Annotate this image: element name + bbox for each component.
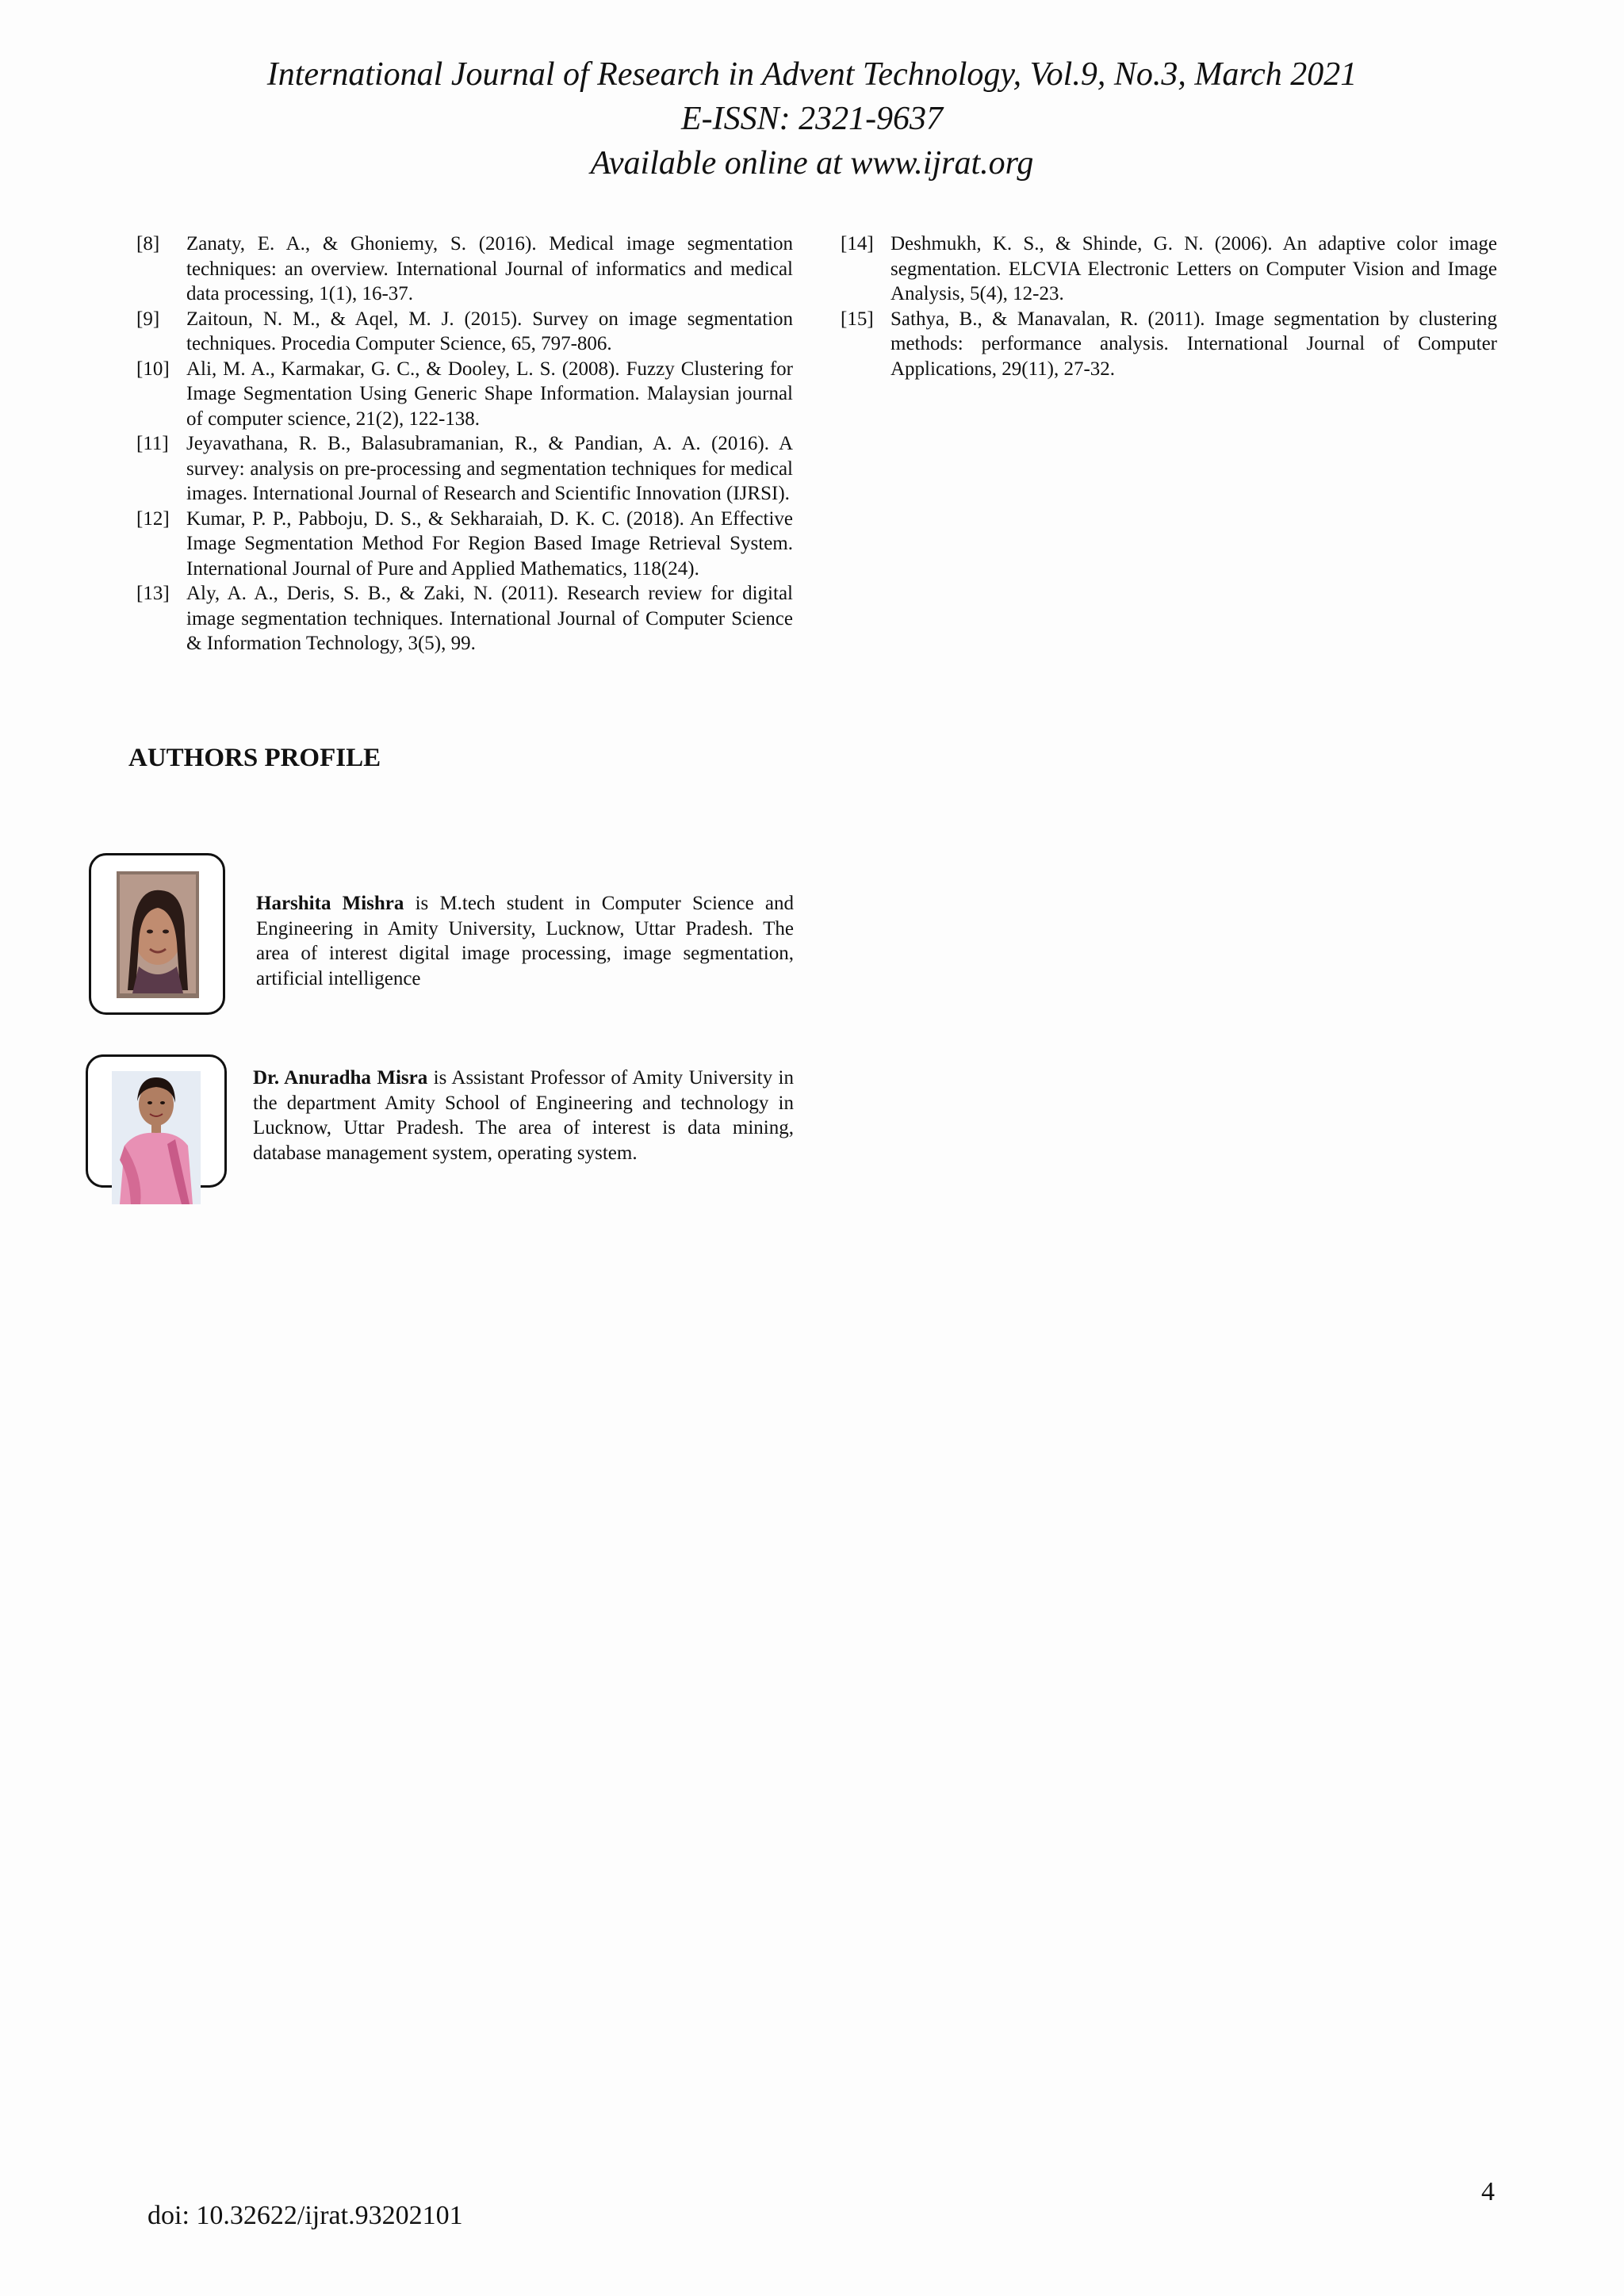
reference-item [841, 232, 1497, 307]
reference-text: Deshmukh, K. S., & Shinde, G. N. (2006). An adaptive color image segmentation. ELCVIA Electronic Letters on Computer Vision and Image Analysis, 5(4), 12-23. [891, 233, 1497, 304]
reference-number: [8] [136, 233, 160, 254]
header-issn: E-ISSN: 2321-9637 [680, 101, 944, 137]
reference-text: Kumar, P. P., Pabboju, D. S., & Sekharaiah, D. K. C. (2018). An Effective Image Segmentation Method For Region Based Image Retrieval System. International Journal of Pure and Applied Mathematics, 118(24). [186, 507, 793, 580]
author-photo-anuradha [88, 1057, 224, 1204]
reference-item [136, 357, 793, 432]
header-journal-title: International Journal of Research in Advent Technology, Vol.9, No.3, March 2021 [266, 56, 1358, 93]
reference-item [136, 431, 793, 507]
journal-header [0, 52, 1624, 186]
author-photo-harshita [91, 855, 223, 1012]
reference-item [136, 507, 793, 582]
author-description: is Assistant Professor of Amity University in the department Amity School of Engineering and technology in Lucknow, Uttar Pradesh. The area of interest is data mining, database management system, operating system. [253, 1067, 795, 1164]
reference-number: [9] [136, 308, 160, 330]
doi-footer: doi: 10.32622/ijrat.93202101 [147, 2201, 463, 2230]
author-name: Harshita Mishra [256, 893, 404, 914]
reference-item [136, 581, 793, 656]
author-bio-anuradha [253, 1066, 794, 1165]
reference-text: Zaitoun, N. M., & Aqel, M. J. (2015). Survey on image segmentation techniques. Procedia Computer Science, 65, 797-806. [186, 308, 793, 354]
reference-number: [13] [136, 583, 170, 604]
reference-text: Ali, M. A., Karmakar, G. C., & Dooley, L. S. (2008). Fuzzy Clustering for Image Segmentation Using Generic Shape Information. Malaysian journal of computer science, 21(2), 122-138. [186, 358, 793, 430]
reference-number: [11] [136, 433, 169, 454]
reference-number: [12] [136, 507, 170, 530]
reference-number: [10] [136, 358, 170, 380]
reference-text: Jeyavathana, R. B., Balasubramanian, R., & Pandian, A. A. (2016). A survey: analysis on pre-processing and segmentation techniques for medical images. International Journal of Research and Scientific Innovation (IJRSI). [186, 433, 793, 504]
authors-profile-heading: AUTHORS PROFILE [128, 744, 381, 772]
references-right-column [841, 232, 1497, 381]
reference-number: [15] [841, 308, 874, 330]
reference-text: Zanaty, E. A., & Ghoniemy, S. (2016). Medical image segmentation techniques: an overview. International Journal of informatics and medical data processing, 1(1), 16-37. [186, 233, 793, 304]
reference-item [841, 307, 1497, 382]
author-name: Dr. Anuradha Misra [253, 1067, 428, 1089]
reference-text: Aly, A. A., Deris, S. B., & Zaki, N. (2011). Research review for digital image segmentation techniques. International Journal of Computer Science & Information Technology, 3(5), 99. [186, 583, 793, 654]
reference-item [136, 232, 793, 307]
reference-number: [14] [841, 233, 874, 254]
author-photo-frame [89, 853, 225, 1015]
author-description: is M.tech student in Computer Science and Engineering in Amity University, Lucknow, Uttar Pradesh. The area of interest digital image processing, image segmentation, artificial intelligence [256, 893, 794, 989]
author-photo-frame [86, 1054, 227, 1188]
reference-item [136, 307, 793, 357]
references-left-column [136, 232, 793, 656]
reference-text: Sathya, B., & Manavalan, R. (2011). Image segmentation by clustering methods: performance analysis. International Journal of Computer Applications, 29(11), 27-32. [891, 308, 1497, 380]
page-number: 4 [1481, 2177, 1495, 2206]
author-bio-harshita [256, 891, 794, 991]
header-website: Available online at www.ijrat.org [590, 145, 1034, 182]
